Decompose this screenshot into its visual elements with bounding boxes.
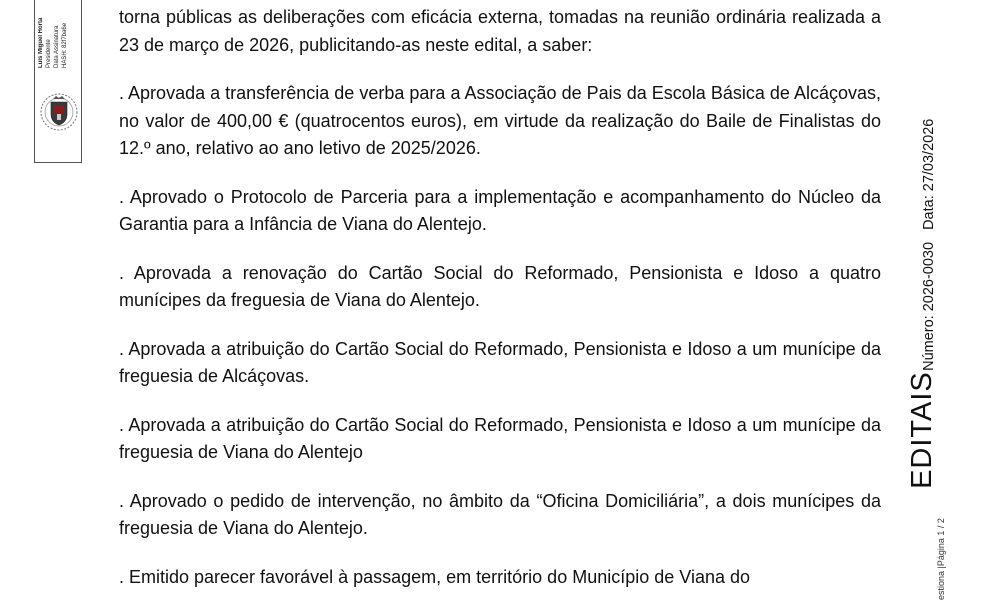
signer-role: Presidente [46, 39, 52, 68]
deliberation-item: . Emitido parecer favorável à passagem, em território do Município de Viana do [119, 566, 750, 587]
document-side-header [905, 118, 939, 489]
deliberation-item: . Aprovada a renovação do Cartão Social do Reformado, Pensionista e Idoso a quatro munícipes da freguesia de Viana do Alentejo. [119, 262, 881, 310]
document-meta [919, 119, 939, 371]
intro-paragraph: torna públicas as deliberações com eficácia externa, tomadas na reunião ordinária realizada a 23 de março de 2026, publicitando-as neste edital, a saber: [119, 7, 881, 55]
signature-stamp [34, 0, 82, 163]
document-number: Número: 2026-0030 [921, 242, 937, 372]
signer-name: Luís Miguel Horta [38, 17, 44, 68]
signature-hash: HASH: 82f7ba6e [62, 22, 68, 68]
signature-text [37, 0, 68, 68]
deliberation-item: . Aprovada a transferência de verba para a Associação de Pais da Escola Básica de Alcáçovas, no valor de 400,00 € (quatrocentos euros), em virtude da realização do Baile de Finalistas do 12.º ano, relativo ao ano letivo de 2025/2026. [119, 83, 881, 158]
deliberation-item: . Aprovado o pedido de intervenção, no âmbito da “Oficina Domiciliária”, a dois munícipes da freguesia de Viana do Alentejo. [119, 490, 881, 538]
signature-date-label: Data Assinatura [54, 25, 60, 68]
edital-body [119, 4, 881, 612]
deliberation-item: . Aprovada a atribuição do Cartão Social do Reformado, Pensionista e Idoso a um munícipe da freguesia de Viana do Alentejo [119, 414, 881, 462]
deliberation-item: . Aprovada a atribuição do Cartão Social do Reformado, Pensionista e Idoso a um munícipe da freguesia de Alcáçovas. [119, 338, 881, 386]
document-category-title: EDITAIS [906, 371, 938, 489]
deliberation-item: . Aprovado o Protocolo de Parceria para a implementação e acompanhamento do Núcleo da Garantia para a Infância de Viana do Alentejo. [119, 186, 881, 234]
municipal-crest-icon [39, 92, 79, 132]
document-date: Data: 27/03/2026 [921, 119, 937, 231]
page-footer: estiona |Página 1 / 2 [936, 518, 946, 600]
